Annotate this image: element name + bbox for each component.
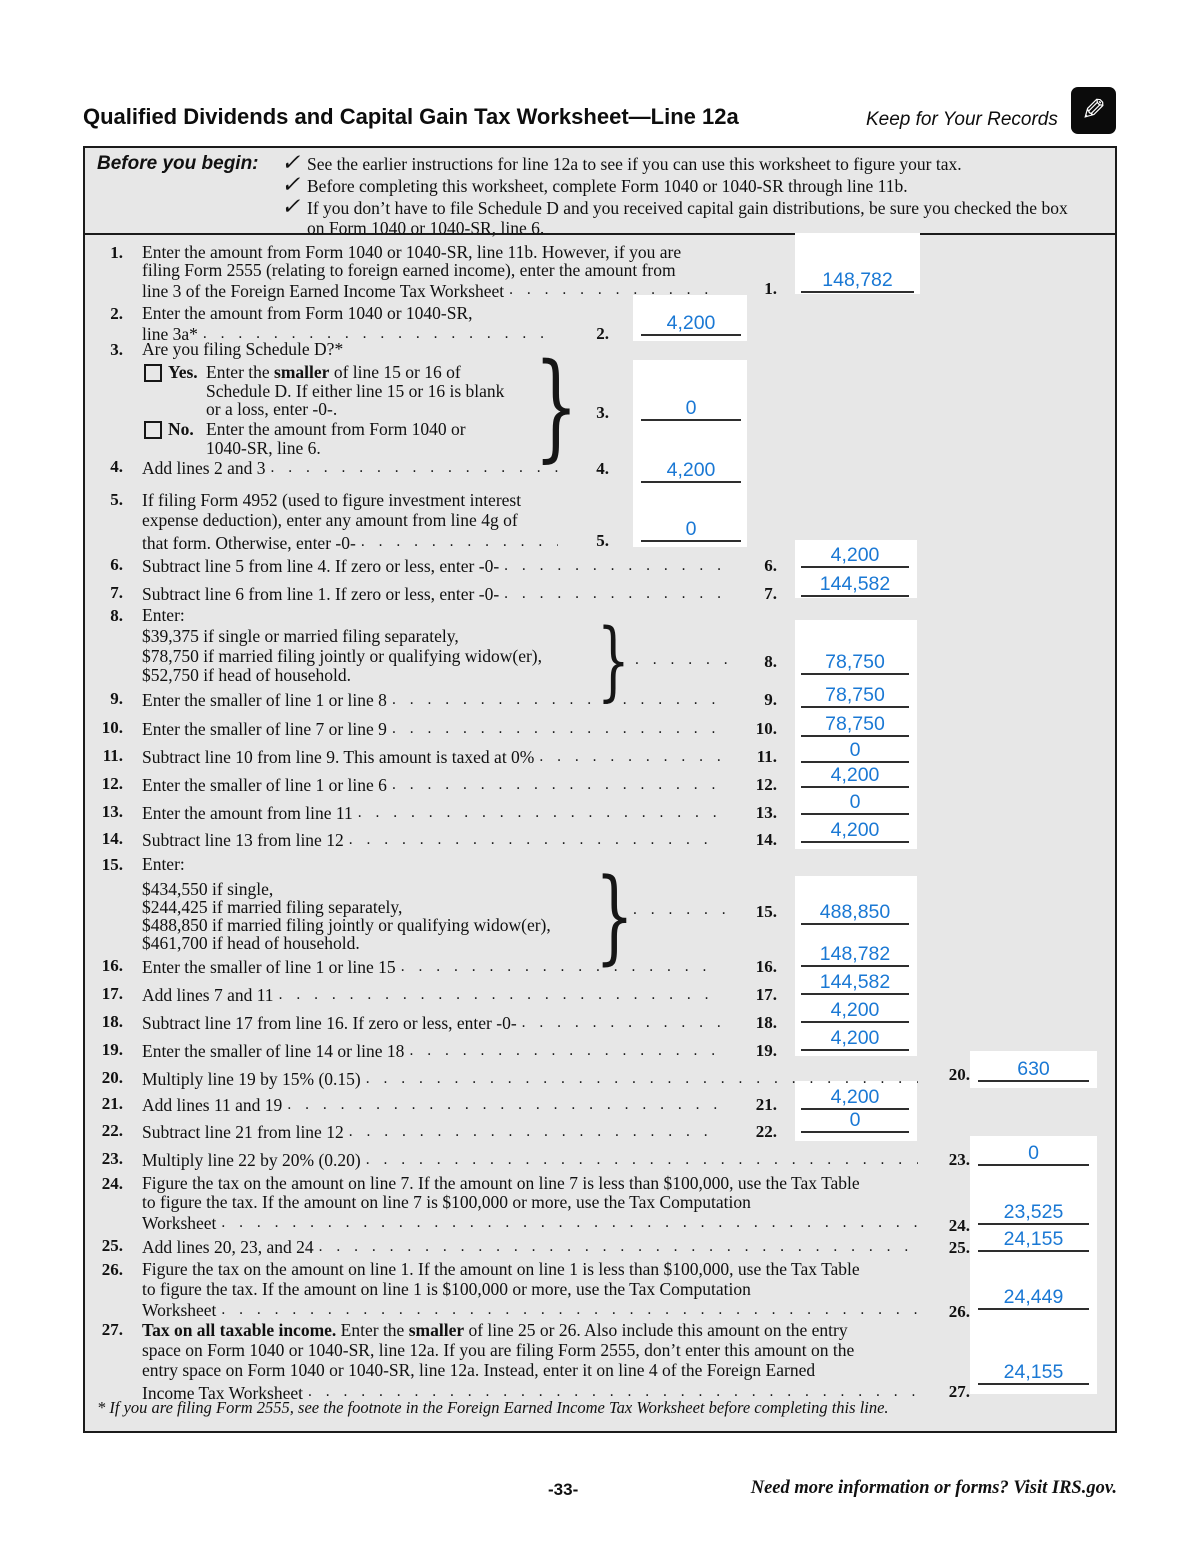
- line-item-22: Subtract line 21 from line 12 . . .: [142, 1121, 725, 1142]
- dot-leader: [509, 279, 720, 299]
- line-9-number: 9.: [110, 689, 123, 708]
- line-18-number: 18.: [101, 1012, 123, 1031]
- line-22-amount-label: 22.: [755, 1122, 777, 1141]
- line-item-14: Subtract line 13 from line 12 . . .: [142, 829, 725, 850]
- line-3-number: 3.: [110, 340, 123, 359]
- line-21-amount[interactable]: 4,200: [801, 1080, 909, 1110]
- line-26-amount-label: 26.: [948, 1302, 970, 1321]
- line-27-number: 27.: [101, 1320, 123, 1339]
- line-item-27: Tax on all taxable income. Enter the smaller of line 25 or 26. Also include this amount on the entry space on Form 1040 or 1040-SR, line 12a. If you are filing Form 2555, don’t enter this amount on the entry space on Form 1040 or 1040-SR, line 12a. Instead, enter it on line 4 of the Foreign Earned Income Tax Worksheet . . .: [142, 1320, 923, 1403]
- line-item-21: Add lines 11 and 19 . . .: [142, 1094, 725, 1115]
- dot-leader: [361, 530, 558, 552]
- dot-leader: [221, 1212, 918, 1232]
- line-15-amount[interactable]: 488,850: [801, 895, 909, 925]
- dot-leader: [392, 774, 720, 794]
- line-7-amount[interactable]: 144,582: [801, 567, 909, 597]
- line-14-amount-label: 14.: [755, 830, 777, 849]
- line-27-amount[interactable]: 24,155: [978, 1355, 1089, 1385]
- line-10-amount[interactable]: 78,750: [801, 707, 909, 737]
- line-6-number: 6.: [110, 555, 123, 574]
- line-item-24: Figure the tax on the amount on line 7. If the amount on line 7 is less than $100,000, use the Tax Table to figure the tax. If the amount on line 7 is $100,000 or more, use the Tax Computation Worksheet . . .: [142, 1174, 923, 1233]
- line-18-amount[interactable]: 4,200: [801, 993, 909, 1023]
- dot-leader: [279, 984, 720, 1004]
- form-2555-footnote: * If you are filing Form 2555, see the footnote in the Foreign Earned Income Tax Worksheet before completing this line.: [97, 1398, 889, 1417]
- line-3-no-option: No. Enter the amount from Form 1040 or 1040-SR, line 6.: [144, 420, 466, 457]
- dot-leader: [409, 1040, 720, 1060]
- line-2-amount[interactable]: 4,200: [641, 306, 741, 336]
- line-item-11: Subtract line 10 from line 9. This amount is taxed at 0% . . .: [142, 746, 725, 767]
- line-item-17: Add lines 7 and 11 . . .: [142, 984, 725, 1005]
- line-16-number: 16.: [101, 956, 123, 975]
- line-18-amount-label: 18.: [755, 1013, 777, 1032]
- line-3-amount-label: 3.: [596, 403, 609, 422]
- page-title: Qualified Dividends and Capital Gain Tax Worksheet—Line 12a: [83, 104, 739, 129]
- dot-leader: [270, 457, 558, 477]
- line-21-amount-label: 21.: [755, 1095, 777, 1114]
- before-check-3-cont: on Form 1040 or 1040-SR, line 6.: [307, 218, 545, 238]
- line-12-amount-label: 12.: [755, 775, 777, 794]
- line-item-25: Add lines 20, 23, and 24 . . .: [142, 1236, 923, 1257]
- page-number: -33-: [548, 1480, 579, 1499]
- dot-leader: [504, 555, 720, 575]
- dot-leader: [349, 1121, 720, 1141]
- line-1-amount-label: 1.: [764, 279, 777, 298]
- line-23-amount-label: 23.: [948, 1150, 970, 1169]
- line-19-amount-label: 19.: [755, 1041, 777, 1060]
- brace: }: [595, 856, 634, 976]
- line-2-amount-label: 2.: [596, 324, 609, 343]
- line-item-20: Multiply line 19 by 15% (0.15) . . .: [142, 1068, 923, 1089]
- line-17-amount[interactable]: 144,582: [801, 965, 909, 995]
- line-11-amount[interactable]: 0: [801, 733, 909, 763]
- pencil-icon: ✎: [1071, 87, 1116, 134]
- line-7-amount-label: 7.: [764, 584, 777, 603]
- line-17-amount-label: 17.: [755, 985, 777, 1004]
- dot-leader: [633, 901, 733, 918]
- line-14-number: 14.: [101, 829, 123, 848]
- line-item-2: Enter the amount from Form 1040 or 1040-SR, line 3a* . . .: [142, 304, 563, 344]
- dot-leader: [349, 829, 720, 849]
- line-3-amount[interactable]: 0: [641, 391, 741, 421]
- line-item-6: Subtract line 5 from line 4. If zero or less, enter -0- . . .: [142, 555, 725, 576]
- line-5-amount[interactable]: 0: [641, 512, 741, 542]
- line-17-number: 17.: [101, 984, 123, 1003]
- line-22-number: 22.: [101, 1121, 123, 1140]
- dot-leader: [635, 651, 730, 668]
- line-20-number: 20.: [101, 1068, 123, 1087]
- line-item-13: Enter the amount from line 11 . . .: [142, 802, 725, 823]
- brace: }: [597, 611, 630, 711]
- before-you-begin-label: Before you begin:: [97, 153, 259, 174]
- line-13-amount-label: 13.: [755, 803, 777, 822]
- dot-leader: [319, 1236, 918, 1256]
- line-25-number: 25.: [101, 1236, 123, 1255]
- irs-footer-note: Need more information or forms? Visit IRS.gov.: [750, 1478, 1117, 1498]
- line-item-10: Enter the smaller of line 7 or line 9 . . .: [142, 718, 725, 739]
- line-2-number: 2.: [110, 304, 123, 323]
- line-item-1: Enter the amount from Form 1040 or 1040-SR, line 11b. However, if you are filing Form 2555 (relating to foreign earned income), enter the amount from line 3 of the Foreign Earned Income Tax Worksheet . . .: [142, 243, 725, 300]
- line-10-amount-label: 10.: [755, 719, 777, 738]
- line-25-amount[interactable]: 24,155: [978, 1222, 1089, 1252]
- line-6-amount-label: 6.: [764, 556, 777, 575]
- line-1-amount[interactable]: 148,782: [801, 263, 914, 293]
- check-icon: ✓: [281, 194, 301, 219]
- line-12-number: 12.: [101, 774, 123, 793]
- line-24-number: 24.: [101, 1174, 123, 1193]
- line-26-number: 26.: [101, 1260, 123, 1279]
- line-24-amount[interactable]: 23,525: [978, 1195, 1089, 1225]
- dot-leader: [522, 1012, 720, 1032]
- line-15-amount-label: 15.: [755, 902, 777, 921]
- line-13-amount[interactable]: 0: [801, 785, 909, 815]
- line-11-amount-label: 11.: [756, 747, 777, 766]
- no-checkbox[interactable]: [144, 421, 162, 439]
- line-26-amount[interactable]: 24,449: [978, 1280, 1089, 1310]
- line-11-number: 11.: [102, 746, 123, 765]
- line-19-amount[interactable]: 4,200: [801, 1021, 909, 1051]
- brace: }: [534, 338, 579, 474]
- line-item-18: Subtract line 17 from line 16. If zero or less, enter -0- . . .: [142, 1012, 725, 1033]
- line-item-23: Multiply line 22 by 20% (0.20) . . .: [142, 1149, 923, 1170]
- section-divider: [83, 233, 1117, 235]
- before-check-3: If you don’t have to file Schedule D and you received capital gain distributions, be sure you checked the box: [307, 198, 1068, 218]
- line-23-number: 23.: [101, 1149, 123, 1168]
- line-item-4: Add lines 2 and 3 . . .: [142, 457, 563, 478]
- line-item-8: Enter:: [142, 605, 185, 625]
- line-item-3: Are you filing Schedule D?*: [142, 339, 344, 359]
- line-item-15: Enter:: [142, 854, 185, 874]
- keep-for-records-label: Keep for Your Records: [866, 109, 1058, 130]
- line-9-amount[interactable]: 78,750: [801, 678, 909, 708]
- dot-leader: [392, 689, 720, 709]
- line-12-amount[interactable]: 4,200: [801, 758, 909, 788]
- line-8-number: 8.: [110, 606, 123, 625]
- line-5-number: 5.: [110, 490, 123, 509]
- line-4-amount-label: 4.: [596, 459, 609, 478]
- line-item-19: Enter the smaller of line 14 or line 18 . . .: [142, 1040, 725, 1061]
- line-1-number: 1.: [110, 243, 123, 262]
- line-16-amount-label: 16.: [755, 957, 777, 976]
- dot-leader: [366, 1149, 918, 1169]
- before-check-2: Before completing this worksheet, complete Form 1040 or 1040-SR through line 11b.: [307, 176, 908, 196]
- line-6-amount[interactable]: 4,200: [801, 538, 909, 568]
- line-23-amount[interactable]: 0: [978, 1136, 1089, 1166]
- line-19-number: 19.: [101, 1040, 123, 1059]
- line-10-number: 10.: [101, 718, 123, 737]
- before-check-1: See the earlier instructions for line 12a to see if you can use this worksheet to figure your tax.: [307, 154, 962, 174]
- line-5-amount-label: 5.: [596, 531, 609, 550]
- line-7-number: 7.: [110, 583, 123, 602]
- line-item-9: Enter the smaller of line 1 or line 8 . . .: [142, 689, 725, 710]
- line-item-12: Enter the smaller of line 1 or line 6 . . .: [142, 774, 725, 795]
- dot-leader: [287, 1094, 720, 1114]
- line-8-thresholds: $39,375 if single or married filing separately, $78,750 if married filing jointly or qualifying widow(er), $52,750 if head of household.: [142, 626, 542, 685]
- dot-leader: [366, 1068, 918, 1088]
- worksheet-box: [83, 146, 1117, 1433]
- dot-leader: [539, 746, 720, 766]
- check-icon: ✓: [281, 150, 301, 175]
- dot-leader: [358, 802, 720, 822]
- line-8-amount[interactable]: 78,750: [801, 645, 909, 675]
- line-item-5: If filing Form 4952 (used to figure investment interest expense deduction), enter any amount from line 4g of that form. Otherwise, enter -0- . . .: [142, 490, 563, 553]
- line-20-amount-label: 20.: [948, 1065, 970, 1084]
- dot-leader: [401, 956, 720, 976]
- check-icon: ✓: [281, 172, 301, 197]
- line-20-amount[interactable]: 630: [978, 1052, 1089, 1082]
- line-3-yes-option: Yes. Enter the smaller of line 15 or 16 of Schedule D. If either line 15 or 16 is blank or a loss, enter -0-.: [144, 363, 504, 419]
- dot-leader: [221, 1299, 918, 1320]
- line-16-amount[interactable]: 148,782: [801, 937, 909, 967]
- line-4-number: 4.: [110, 457, 123, 476]
- line-4-amount[interactable]: 4,200: [641, 453, 741, 483]
- yes-checkbox[interactable]: [144, 364, 162, 382]
- line-item-7: Subtract line 6 from line 1. If zero or less, enter -0- . . .: [142, 583, 725, 604]
- line-15-thresholds: $434,550 if single, $244,425 if married filing separately, $488,850 if married filing jointly or qualifying widow(er), $461,700 if head of household.: [142, 879, 551, 953]
- line-13-number: 13.: [101, 802, 123, 821]
- line-15-number: 15.: [101, 855, 123, 874]
- line-27-amount-label: 27.: [948, 1382, 970, 1401]
- line-22-amount[interactable]: 0: [801, 1103, 909, 1133]
- line-9-amount-label: 9.: [764, 690, 777, 709]
- line-item-26: Figure the tax on the amount on line 1. If the amount on line 1 is less than $100,000, use the Tax Table to figure the tax. If the amount on line 1 is $100,000 or more, use the Tax Computation Worksheet . . .: [142, 1260, 923, 1321]
- line-14-amount[interactable]: 4,200: [801, 813, 909, 843]
- line-21-number: 21.: [101, 1094, 123, 1113]
- dot-leader: [504, 583, 720, 603]
- line-24-amount-label: 24.: [948, 1216, 970, 1235]
- line-item-16: Enter the smaller of line 1 or line 15 . . .: [142, 956, 725, 977]
- dot-leader: [392, 718, 720, 738]
- line-8-amount-label: 8.: [764, 652, 777, 671]
- line-25-amount-label: 25.: [948, 1238, 970, 1257]
